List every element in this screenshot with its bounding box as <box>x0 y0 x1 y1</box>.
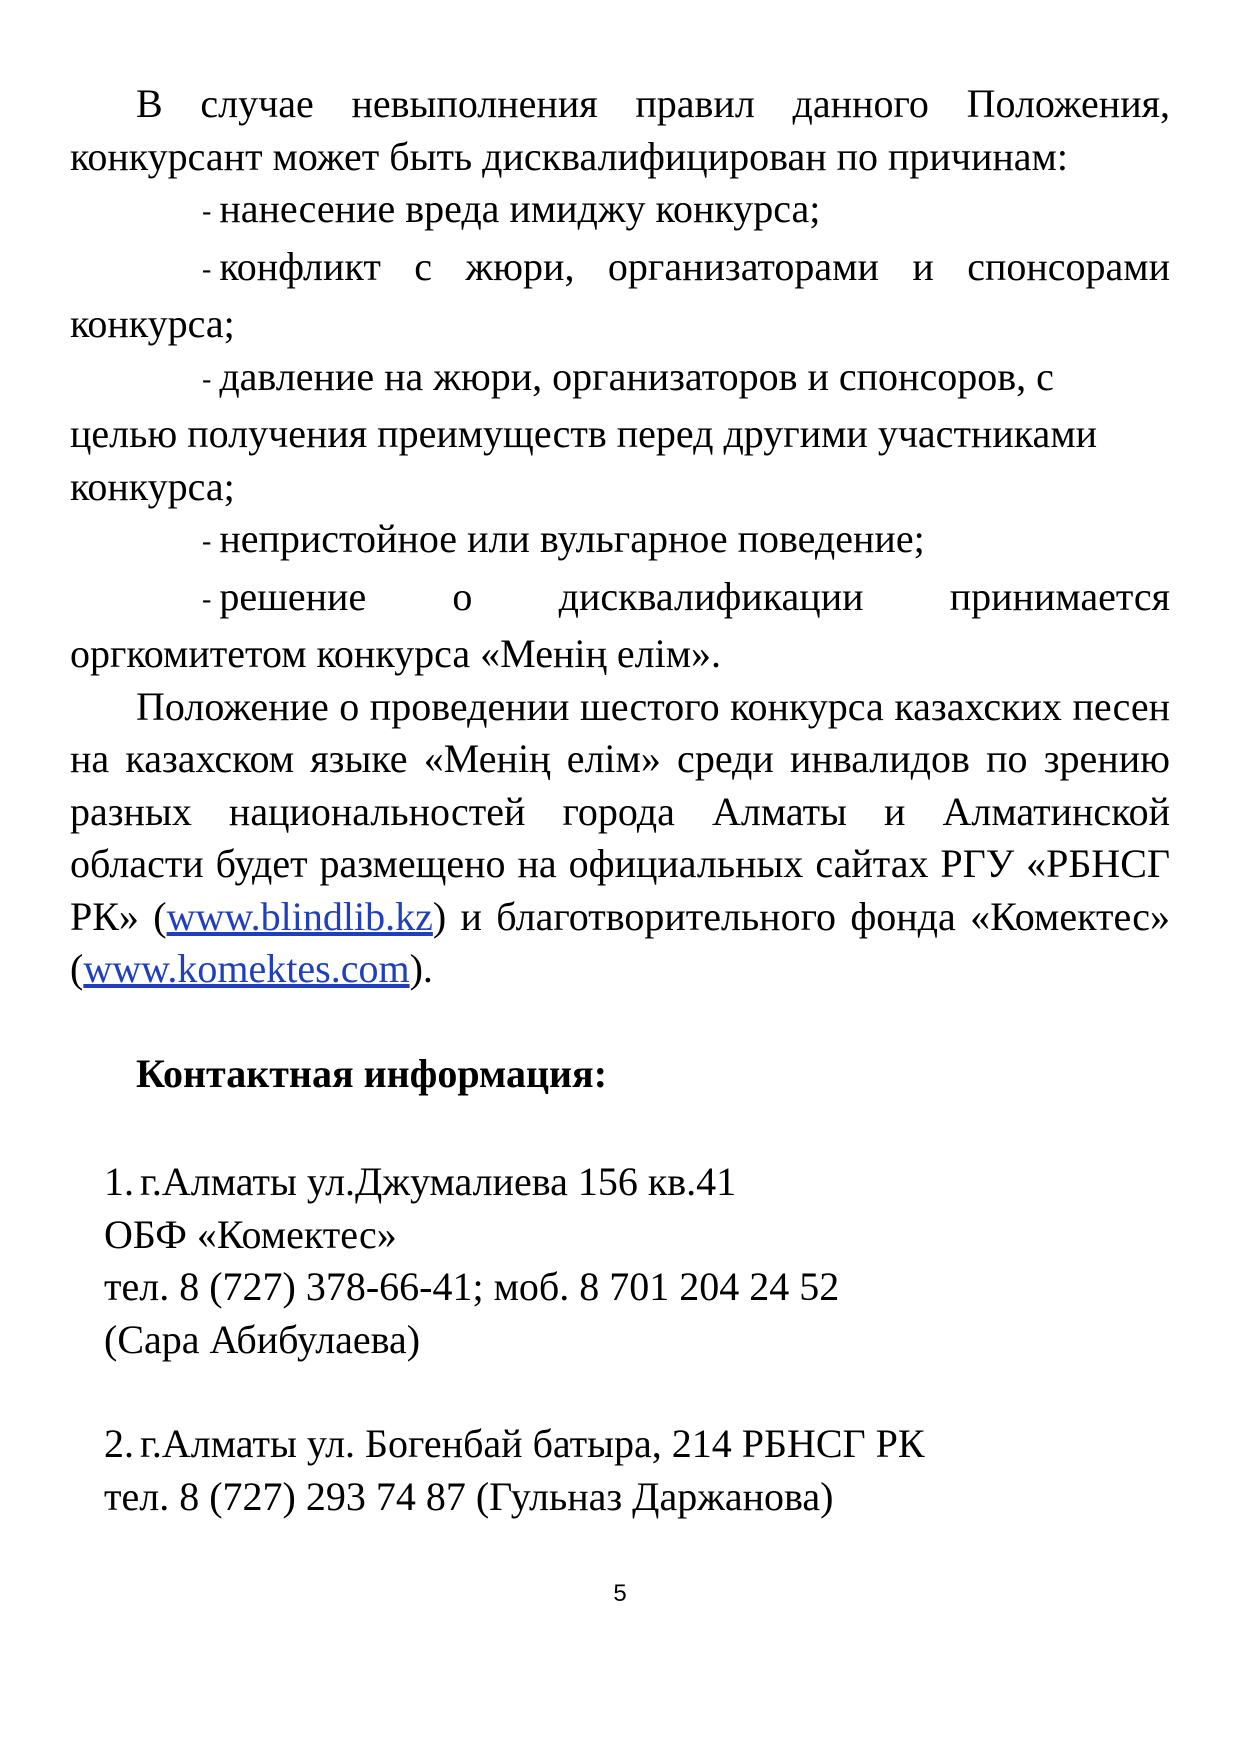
contact-person: (Сара Абибулаева) <box>104 1316 421 1362</box>
intro-paragraph: В случае невыполнения правил данного Положения, конкурсант может быть дисквалифицирован по причинам: <box>70 81 1170 179</box>
contact-address: г.Алматы ул. Богенбай батыра, 214 РБНСГ РК <box>140 1421 925 1466</box>
contact-item <box>104 1418 1170 1523</box>
contacts-heading: Контактная информация: <box>136 1050 608 1096</box>
contact-address: г.Алматы ул.Джумалиева 156 кв.41 <box>140 1159 737 1204</box>
list-item: - нанесение вреда имиджу конкурса; <box>202 186 821 231</box>
contact-phone: тел. 8 (727) 293 74 87 (Гульназ Даржанова) <box>104 1473 834 1519</box>
komektes-link[interactable]: www.komektes.com <box>83 946 410 991</box>
list-item: - конфликт с жюри, организаторами и спонсорами конкурса; <box>70 243 1170 346</box>
contact-number: 1. <box>104 1159 134 1204</box>
contact-item <box>104 1156 1170 1366</box>
contact-phone: тел. 8 (727) 378-66-41; моб. 8 701 204 24 52 <box>104 1264 840 1309</box>
blindlib-link[interactable]: www.blindlib.kz <box>166 893 433 939</box>
disqualification-reasons-list <box>70 183 1170 681</box>
list-item: - решение о дисквалификации принимается оргкомитетом конкурса «Менің елім». <box>70 573 1170 676</box>
contacts-list <box>70 1156 1170 1523</box>
list-item: - непристойное или вульгарное поведение; <box>202 516 925 561</box>
contact-organization: ОБФ «Комектес» <box>104 1211 397 1257</box>
contact-number: 2. <box>104 1421 134 1466</box>
publication-paragraph: Положение о проведении шестого конкурса казахских песен на казахском языке «Менің елім» среди инвалидов по зрению разных национальностей города Алматы и Алматинской области будет размещено на официальных сайтах РГУ «РБНСГ РК» (www.blindlib.kz) и благотворительного фонда «Комектес» (www.komektes.com). <box>70 683 1170 991</box>
list-item: - давление на жюри, организаторов и спонсоров, с целью получения преимуществ перед другими участниками конкурса; <box>70 353 1098 509</box>
document-page <box>70 78 1170 1575</box>
page-number: 5 <box>613 1580 627 1607</box>
